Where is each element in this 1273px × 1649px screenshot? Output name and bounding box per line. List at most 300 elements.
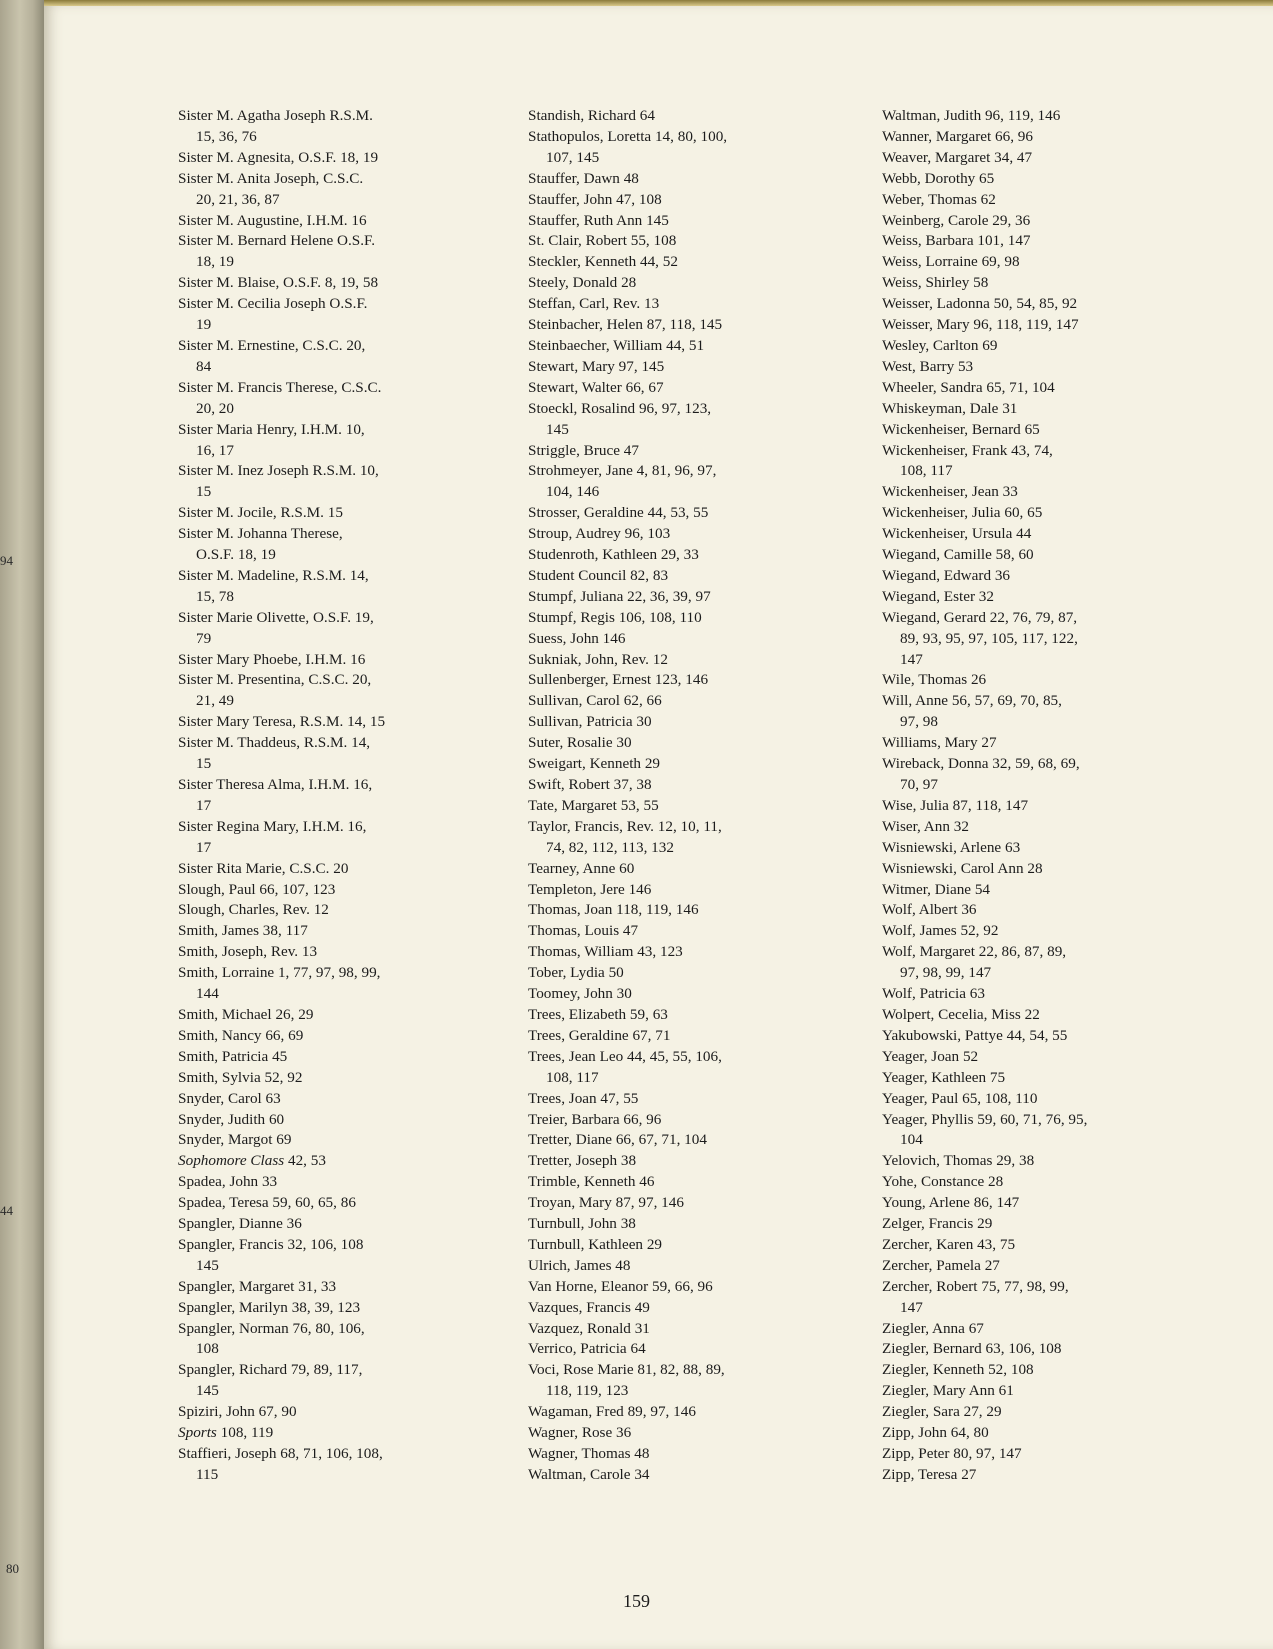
index-entry-text: 74, 82, 112, 113, 132 xyxy=(546,838,674,856)
index-entry xyxy=(882,838,1192,859)
index-entry xyxy=(528,587,838,608)
index-entry-text: Webb, Dorothy 65 xyxy=(882,169,995,187)
index-entry-text: Steffan, Carl, Rev. 13 xyxy=(528,295,660,313)
index-entry-text: Sister M. Bernard Helene O.S.F. xyxy=(178,232,376,250)
index-entry-text: Trees, Geraldine 67, 71 xyxy=(528,1026,671,1044)
page-number: 159 xyxy=(623,1591,650,1611)
index-entry-continuation xyxy=(178,482,488,503)
index-entry xyxy=(882,106,1192,127)
index-entry-text: Witmer, Diane 54 xyxy=(882,880,991,898)
margin-page-number: 94 xyxy=(0,553,13,568)
index-entry-text: 17 xyxy=(196,838,212,856)
index-entry-text: Wolf, Albert 36 xyxy=(882,901,977,919)
index-entry xyxy=(178,1277,488,1298)
index-entry-text: Zipp, Peter 80, 97, 147 xyxy=(882,1445,1022,1462)
index-entry xyxy=(178,942,488,963)
index-entry-text: Sports xyxy=(178,1424,217,1442)
index-entry-text: 17 xyxy=(196,796,212,814)
index-entry xyxy=(178,1151,488,1172)
index-entry-text: Trees, Elizabeth 59, 63 xyxy=(528,1005,668,1023)
index-entry-text: Steinbacher, Helen 87, 118, 145 xyxy=(528,316,723,334)
index-entry-text: Stumpf, Regis 106, 108, 110 xyxy=(528,608,702,626)
index-entry-continuation xyxy=(178,1465,488,1486)
index-entry-continuation xyxy=(178,127,488,148)
index-entry xyxy=(528,336,838,357)
index-entry xyxy=(528,650,838,671)
index-entry xyxy=(882,357,1192,378)
index-entry-text: Wiegand, Gerard 22, 76, 79, 87, xyxy=(882,608,1078,626)
index-entry-text: Zipp, John 64, 80 xyxy=(882,1424,989,1442)
index-entry-text: Yeager, Phyllis 59, 60, 71, 76, 95, xyxy=(882,1110,1088,1128)
index-entry-text: 107, 145 xyxy=(546,148,600,166)
index-entry-text: Taylor, Francis, Rev. 12, 10, 11, xyxy=(528,817,722,835)
index-entry-text: Zercher, Robert 75, 77, 98, 99, xyxy=(882,1277,1069,1295)
index-entry xyxy=(528,1235,838,1256)
index-entry-text: 145 xyxy=(196,1256,219,1274)
index-entry xyxy=(882,587,1192,608)
index-entry xyxy=(178,106,488,127)
index-entry-text: Thomas, Louis 47 xyxy=(528,922,639,940)
index-entry-continuation xyxy=(178,1339,488,1360)
index-entry xyxy=(528,1151,838,1172)
index-entry xyxy=(528,294,838,315)
index-entry-text: Will, Anne 56, 57, 69, 70, 85, xyxy=(882,692,1062,710)
index-entry xyxy=(178,461,488,482)
index-entry-text: Thomas, Joan 118, 119, 146 xyxy=(528,901,699,919)
index-entry xyxy=(178,566,488,587)
index-entry xyxy=(528,1026,838,1047)
index-entry xyxy=(178,148,488,169)
index-column-3 xyxy=(882,106,1192,1486)
index-entry xyxy=(882,921,1192,942)
index-entry-text: Yeager, Joan 52 xyxy=(882,1047,979,1065)
index-entry xyxy=(528,1193,838,1214)
index-entry-text: 15, 36, 76 xyxy=(196,127,257,145)
index-entry xyxy=(882,817,1192,838)
index-entry-text: Sister Regina Mary, I.H.M. 16, xyxy=(178,817,367,835)
index-entry-text: Ziegler, Anna 67 xyxy=(882,1319,984,1337)
index-entry xyxy=(178,524,488,545)
index-entry-text: Sister M. Jocile, R.S.M. 15 xyxy=(178,504,343,522)
index-entry xyxy=(178,1235,488,1256)
index-entry-text: Verrico, Patricia 64 xyxy=(528,1340,646,1358)
index-entry xyxy=(178,1444,488,1465)
index-entry-text: 20, 21, 36, 87 xyxy=(196,190,280,208)
index-entry-text: 145 xyxy=(546,420,569,438)
index-entry xyxy=(882,1172,1192,1193)
index-entry-text: Smith, Michael 26, 29 xyxy=(178,1005,314,1023)
index-entry-text: 108, 117 xyxy=(546,1068,599,1086)
index-entry-text: Spangler, Margaret 31, 33 xyxy=(178,1277,337,1295)
index-entry-text: Wagner, Thomas 48 xyxy=(528,1445,650,1462)
index-entry xyxy=(528,1256,838,1277)
index-entry-text: Sister Rita Marie, C.S.C. 20 xyxy=(178,859,349,877)
index-entry-text: Toomey, John 30 xyxy=(528,985,632,1003)
index-entry-continuation xyxy=(178,838,488,859)
index-entry-text: 79 xyxy=(196,629,212,647)
index-entry-continuation xyxy=(178,399,488,420)
index-entry-text: Tretter, Diane 66, 67, 71, 104 xyxy=(528,1131,707,1149)
index-entry-continuation xyxy=(178,1381,488,1402)
index-entry-continuation xyxy=(178,587,488,608)
index-entry xyxy=(528,273,838,294)
index-entry-text: Weber, Thomas 62 xyxy=(882,190,996,208)
index-entry-continuation xyxy=(528,148,838,169)
index-entry xyxy=(882,859,1192,880)
index-entry-text: Voci, Rose Marie 81, 82, 88, 89, xyxy=(528,1361,725,1379)
index-entry-text: 20, 20 xyxy=(196,399,234,417)
index-entry-text: Wheeler, Sandra 65, 71, 104 xyxy=(882,378,1055,396)
index-entry-text: Slough, Paul 66, 107, 123 xyxy=(178,880,336,898)
index-entry xyxy=(528,859,838,880)
index-entry-text: Stauffer, Ruth Ann 145 xyxy=(528,211,669,229)
index-entry xyxy=(528,984,838,1005)
index-entry-text: Suter, Rosalie 30 xyxy=(528,734,632,752)
index-entry-text: Sister M. Johanna Therese, xyxy=(178,525,343,543)
index-entry-text: Sweigart, Kenneth 29 xyxy=(528,755,661,773)
index-entry xyxy=(178,733,488,754)
index-entry xyxy=(178,608,488,629)
index-entry xyxy=(178,1360,488,1381)
index-entry-text: 97, 98 xyxy=(900,713,938,731)
index-column-2 xyxy=(528,106,838,1486)
index-entry-text: Sister Marie Olivette, O.S.F. 19, xyxy=(178,608,374,626)
index-entry xyxy=(882,1319,1192,1340)
index-entry-text: 104 xyxy=(900,1131,923,1149)
index-entry-text: Snyder, Judith 60 xyxy=(178,1110,285,1128)
index-entry xyxy=(882,1381,1192,1402)
index-entry-text: Studenroth, Kathleen 29, 33 xyxy=(528,546,699,564)
index-entry xyxy=(528,963,838,984)
index-entry-text: Wiegand, Edward 36 xyxy=(882,566,1011,584)
index-entry xyxy=(528,252,838,273)
index-entry-continuation xyxy=(882,712,1192,733)
index-entry-text: Strohmeyer, Jane 4, 81, 96, 97, xyxy=(528,462,717,480)
index-entry-text: Sister M. Inez Joseph R.S.M. 10, xyxy=(178,462,379,480)
index-entry xyxy=(882,984,1192,1005)
index-entry xyxy=(528,691,838,712)
index-entry-text: Steely, Donald 28 xyxy=(528,274,637,292)
index-entry-pages: 108, 119 xyxy=(216,1424,274,1442)
index-entry-text: Steinbaecher, William 44, 51 xyxy=(528,336,705,354)
index-entry xyxy=(882,1256,1192,1277)
index-entry-continuation xyxy=(882,775,1192,796)
index-entry-text: Sister M. Augustine, I.H.M. 16 xyxy=(178,211,367,229)
index-entry xyxy=(882,1465,1192,1486)
index-entry xyxy=(178,900,488,921)
index-entry xyxy=(882,399,1192,420)
index-entry xyxy=(528,880,838,901)
index-entry-text: Sister M. Ernestine, C.S.C. 20, xyxy=(178,336,366,354)
index-entry-continuation xyxy=(528,420,838,441)
index-entry xyxy=(882,1110,1192,1131)
index-entry-text: Sister M. Thaddeus, R.S.M. 14, xyxy=(178,734,371,752)
index-entry-text: Zercher, Karen 43, 75 xyxy=(882,1235,1016,1253)
index-entry-text: Weinberg, Carole 29, 36 xyxy=(882,211,1031,229)
index-entry xyxy=(882,524,1192,545)
index-entry-text: Ulrich, James 48 xyxy=(528,1256,631,1274)
margin-page-number: 80 xyxy=(6,1561,19,1576)
index-entry xyxy=(178,1026,488,1047)
index-entry xyxy=(178,1193,488,1214)
index-entry xyxy=(882,420,1192,441)
index-entry xyxy=(882,1235,1192,1256)
index-entry-text: Stroup, Audrey 96, 103 xyxy=(528,525,671,543)
index-entry-continuation xyxy=(178,545,488,566)
index-entry-text: Yeager, Paul 65, 108, 110 xyxy=(882,1089,1038,1107)
index-entry-text: 21, 49 xyxy=(196,692,234,710)
index-entry xyxy=(882,273,1192,294)
index-entry-text: Spangler, Richard 79, 89, 117, xyxy=(178,1361,363,1379)
index-entry xyxy=(528,399,838,420)
index-entry-text: Stumpf, Juliana 22, 36, 39, 97 xyxy=(528,587,711,605)
index-entry xyxy=(178,1005,488,1026)
index-entry-text: Stauffer, Dawn 48 xyxy=(528,169,639,187)
index-entry-continuation xyxy=(882,461,1192,482)
index-entry xyxy=(882,1151,1192,1172)
index-entry xyxy=(178,880,488,901)
index-entry xyxy=(528,1465,838,1486)
index-entry xyxy=(528,942,838,963)
index-entry-text: Sister M. Agatha Joseph R.S.M. xyxy=(178,107,373,124)
index-entry xyxy=(882,754,1192,775)
index-entry xyxy=(178,1298,488,1319)
index-entry-text: Suess, John 146 xyxy=(528,629,626,647)
index-entry-text: Wise, Julia 87, 118, 147 xyxy=(882,796,1029,814)
index-entry-text: Wireback, Donna 32, 59, 68, 69, xyxy=(882,755,1080,773)
index-entry-text: Smith, Lorraine 1, 77, 97, 98, 99, xyxy=(178,964,381,982)
index-entry-text: Weiss, Lorraine 69, 98 xyxy=(882,253,1020,271)
index-entry xyxy=(178,1214,488,1235)
index-entry xyxy=(528,1005,838,1026)
index-entry xyxy=(882,441,1192,462)
index-entry-text: Sophomore Class xyxy=(178,1152,285,1170)
index-entry xyxy=(882,190,1192,211)
index-entry-text: Sister M. Madeline, R.S.M. 14, xyxy=(178,566,369,584)
index-entry-continuation xyxy=(882,650,1192,671)
index-entry-text: Tate, Margaret 53, 55 xyxy=(528,796,659,814)
index-entry-text: Wickenheiser, Jean 33 xyxy=(882,483,1018,501)
index-entry xyxy=(528,378,838,399)
index-entry xyxy=(178,712,488,733)
index-entry-text: Strosser, Geraldine 44, 53, 55 xyxy=(528,504,709,522)
index-entry-text: 118, 119, 123 xyxy=(546,1382,629,1400)
index-entry xyxy=(528,1360,838,1381)
index-entry xyxy=(528,1277,838,1298)
index-entry xyxy=(178,420,488,441)
index-entry-text: Tober, Lydia 50 xyxy=(528,964,624,982)
index-entry xyxy=(882,231,1192,252)
index-entry xyxy=(178,670,488,691)
index-entry-text: Sister M. Francis Therese, C.S.C. xyxy=(178,378,382,396)
index-entry xyxy=(178,1110,488,1131)
index-entry-text: Sullivan, Patricia 30 xyxy=(528,713,652,731)
index-entry-text: Wile, Thomas 26 xyxy=(882,671,987,689)
index-entry-text: 15 xyxy=(196,755,212,773)
index-entry-text: Zipp, Teresa 27 xyxy=(882,1465,977,1483)
index-entry-text: 16, 17 xyxy=(196,441,234,459)
index-entry xyxy=(528,1172,838,1193)
index-entry-text: Sister M. Agnesita, O.S.F. 18, 19 xyxy=(178,148,379,166)
index-entry xyxy=(528,169,838,190)
index-entry-text: Stauffer, John 47, 108 xyxy=(528,190,662,208)
index-entry xyxy=(178,336,488,357)
index-entry-text: Vazques, Francis 49 xyxy=(528,1298,650,1316)
index-entry-text: Weisser, Ladonna 50, 54, 85, 92 xyxy=(882,295,1078,313)
index-entry-text: 144 xyxy=(196,985,219,1003)
index-entry-text: West, Barry 53 xyxy=(882,357,974,375)
index-entry-continuation xyxy=(178,629,488,650)
index-entry-text: Waltman, Judith 96, 119, 146 xyxy=(882,107,1061,124)
index-entry-text: Sullivan, Carol 62, 66 xyxy=(528,692,662,710)
index-entry-text: Ziegler, Bernard 63, 106, 108 xyxy=(882,1340,1062,1358)
index-entry-text: Sister Mary Phoebe, I.H.M. 16 xyxy=(178,650,366,668)
index-entry-continuation xyxy=(178,796,488,817)
index-entry xyxy=(882,566,1192,587)
index-entry xyxy=(528,1339,838,1360)
index-entry xyxy=(528,1047,838,1068)
index-entry-text: Smith, James 38, 117 xyxy=(178,922,308,940)
index-entry-text: Spadea, John 33 xyxy=(178,1173,278,1191)
index-entry xyxy=(178,1402,488,1423)
index-entry xyxy=(178,503,488,524)
index-entry-text: Wesley, Carlton 69 xyxy=(882,336,998,354)
index-entry-continuation xyxy=(528,1381,838,1402)
index-entry xyxy=(882,1423,1192,1444)
margin-page-number: 44 xyxy=(0,1203,13,1218)
index-entry-continuation xyxy=(178,754,488,775)
index-entry xyxy=(882,670,1192,691)
index-entry-text: Sister Theresa Alma, I.H.M. 16, xyxy=(178,776,373,793)
index-entry-text: Smith, Patricia 45 xyxy=(178,1047,288,1065)
index-entry-text: Sister Mary Teresa, R.S.M. 14, 15 xyxy=(178,713,386,731)
index-entry xyxy=(882,796,1192,817)
index-entry xyxy=(882,482,1192,503)
index-entry xyxy=(882,1068,1192,1089)
index-entry-text: Snyder, Margot 69 xyxy=(178,1131,292,1149)
index-entry-text: 145 xyxy=(196,1382,219,1400)
index-entry-text: Ziegler, Sara 27, 29 xyxy=(882,1403,1002,1421)
index-entry xyxy=(528,900,838,921)
index-entry-continuation xyxy=(882,629,1192,650)
index-entry-text: Wolf, Patricia 63 xyxy=(882,985,985,1003)
index-entry-text: Sister M. Blaise, O.S.F. 8, 19, 58 xyxy=(178,274,379,292)
index-entry xyxy=(178,1047,488,1068)
index-entry xyxy=(178,1089,488,1110)
index-entry-text: Treier, Barbara 66, 96 xyxy=(528,1110,662,1128)
index-entry-text: St. Clair, Robert 55, 108 xyxy=(528,232,677,250)
index-entry xyxy=(882,1089,1192,1110)
index-entry-text: 115 xyxy=(196,1465,219,1483)
index-entry-text: Wolf, Margaret 22, 86, 87, 89, xyxy=(882,943,1067,961)
index-entry-text: O.S.F. 18, 19 xyxy=(196,546,276,564)
index-entry xyxy=(528,670,838,691)
index-entry xyxy=(528,461,838,482)
index-entry-text: Wickenheiser, Bernard 65 xyxy=(882,420,1040,438)
index-entry-text: Sister M. Anita Joseph, C.S.C. xyxy=(178,169,364,187)
index-entry-text: Yakubowski, Pattye 44, 54, 55 xyxy=(882,1026,1068,1044)
index-entry-continuation xyxy=(882,1298,1192,1319)
index-entry xyxy=(882,1005,1192,1026)
index-entry xyxy=(528,566,838,587)
index-entry xyxy=(528,524,838,545)
index-entry xyxy=(178,1319,488,1340)
index-entry xyxy=(882,1402,1192,1423)
index-entry xyxy=(178,1423,488,1444)
index-entry-text: 108 xyxy=(196,1340,219,1358)
index-entry-text: Yelovich, Thomas 29, 38 xyxy=(882,1152,1035,1170)
index-entry-text: Wisniewski, Carol Ann 28 xyxy=(882,859,1043,877)
index-entry-text: Wickenheiser, Frank 43, 74, xyxy=(882,441,1053,459)
index-entry xyxy=(178,1068,488,1089)
index-entry-continuation xyxy=(528,1068,838,1089)
index-entry xyxy=(882,1339,1192,1360)
index-entry-text: Stewart, Walter 66, 67 xyxy=(528,378,664,396)
index-entry-continuation xyxy=(528,482,838,503)
index-entry xyxy=(528,190,838,211)
index-entry-text: 104, 146 xyxy=(546,483,600,501)
index-entry-text: Slough, Charles, Rev. 12 xyxy=(178,901,329,919)
index-entry-text: Turnbull, John 38 xyxy=(528,1215,636,1233)
index-entry-text: Wolpert, Cecelia, Miss 22 xyxy=(882,1005,1040,1023)
index-entry xyxy=(528,921,838,942)
index-entry-text: Spangler, Francis 32, 106, 108 xyxy=(178,1235,364,1253)
index-entry-text: Smith, Nancy 66, 69 xyxy=(178,1026,304,1044)
index-entry xyxy=(178,169,488,190)
index-entry xyxy=(178,273,488,294)
index-entry-text: Striggle, Bruce 47 xyxy=(528,441,639,459)
index-entry xyxy=(528,1214,838,1235)
index-entry-text: Sullenberger, Ernest 123, 146 xyxy=(528,671,709,689)
index-entry-text: Spangler, Dianne 36 xyxy=(178,1215,302,1233)
index-entry xyxy=(178,294,488,315)
index-entry xyxy=(882,942,1192,963)
index-entry-text: Snyder, Carol 63 xyxy=(178,1089,281,1107)
index-entry xyxy=(882,294,1192,315)
index-entry xyxy=(882,336,1192,357)
index-entry xyxy=(882,252,1192,273)
index-entry-text: Spangler, Marilyn 38, 39, 123 xyxy=(178,1298,361,1316)
index-entry-text: Trees, Jean Leo 44, 45, 55, 106, xyxy=(528,1047,722,1065)
index-entry xyxy=(178,963,488,984)
index-entry-text: 147 xyxy=(900,650,923,668)
index-entry xyxy=(882,1047,1192,1068)
index-entry-text: Young, Arlene 86, 147 xyxy=(882,1194,1020,1212)
index-entry xyxy=(528,733,838,754)
index-entry xyxy=(528,1444,838,1465)
index-entry-text: Steckler, Kenneth 44, 52 xyxy=(528,253,678,271)
index-entry xyxy=(882,880,1192,901)
index-entry-continuation xyxy=(882,1130,1192,1151)
index-entry xyxy=(528,1402,838,1423)
index-entry-continuation xyxy=(882,963,1192,984)
index-entry xyxy=(882,608,1192,629)
index-entry xyxy=(882,378,1192,399)
index-entry-text: Stoeckl, Rosalind 96, 97, 123, xyxy=(528,399,712,417)
index-entry-continuation xyxy=(178,252,488,273)
index-entry-text: Standish, Richard 64 xyxy=(528,107,655,124)
index-entry xyxy=(528,231,838,252)
index-entry xyxy=(882,1026,1192,1047)
index-entry xyxy=(882,315,1192,336)
index-entry-text: Wolf, James 52, 92 xyxy=(882,922,999,940)
index-entry xyxy=(528,1089,838,1110)
index-entry xyxy=(528,712,838,733)
index-entry xyxy=(528,503,838,524)
index-entry xyxy=(528,1130,838,1151)
index-entry xyxy=(882,211,1192,232)
index-entry-text: Sister M. Cecilia Joseph O.S.F. xyxy=(178,295,368,313)
